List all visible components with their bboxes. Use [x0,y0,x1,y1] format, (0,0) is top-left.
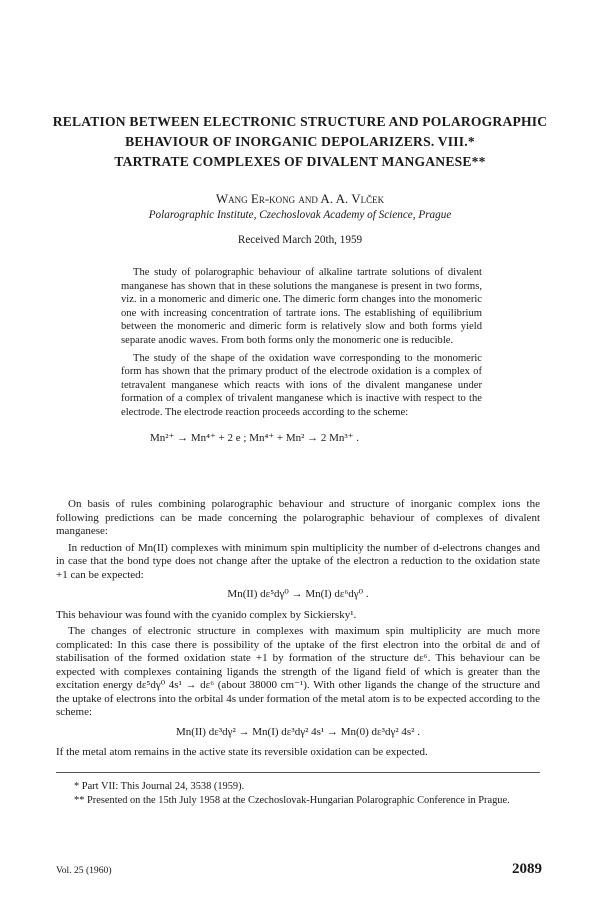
body-paragraph-2: In reduction of Mn(II) complexes with minimum spin multiplicity the number of d-electrons changes and in case that the bond type does not change after the uptake of the electron a reduction to the oxidation state +1 can be expected: [56,541,540,581]
footnote-2: ** Presented on the 15th July 1958 at the Czechoslovak-Hungarian Polarographic Conference in Prague. [74,795,510,807]
article-title [40,112,560,172]
body-paragraph-3: This behaviour was found with the cyanido complex by Sickiersky¹. [56,608,357,621]
received-date: Received March 20th, 1959 [237,234,363,246]
title-line-2: BEHAVIOUR OF INORGANIC DEPOLARIZERS. VIII.* [125,134,475,149]
main-text [56,498,540,763]
body-paragraph-5: If the metal atom remains in the active state its reversible oxidation can be expected. [56,746,428,758]
author-names: Wang Er-kong and A. A. Vlček [215,191,385,206]
title-line-1: RELATION BETWEEN ELECTRONIC STRUCTURE AND POLAROGRAPHIC [52,114,548,129]
footnote-1: * Part VII: This Journal 24, 3538 (1959). [74,781,245,792]
body-paragraph-1: On basis of rules combining polarographic behaviour and structure of inorganic complex ions the following predictions can be made concerning the polarographic behaviour of complexes of divalent manganese: [56,498,540,537]
equation-2: Mn(II) dε³dγ² → Mn(I) dε³dγ² 4s¹ → Mn(0) dε³dγ² 4s² . [176,725,420,738]
title-line-3: TARTRATE COMPLEXES OF DIVALENT MANGANESE** [114,154,486,169]
authors [40,191,560,207]
body-paragraph-4: The changes of electronic structure in complexes with maximum spin multiplicity are much more complicated: In this case there is possibility of the uptake of the first electron into the orbital dε and of stabilisation of the formed oxidation state +1 by formation of the structure dε⁶. This behaviour can be expected with complexes containing ligands the strength of the ligand field of which is greater than the excitation energy dε⁵dγ⁰ 4s¹ → dε⁶ (about 38000 cm⁻¹). With other ligands the change of the structure and the uptake of electrons into the orbital 4s under formation of the metal atom is to be expected according to the scheme: [56,625,540,718]
volume-info: Vol. 25 (1960) [56,865,112,876]
page-number: 2089 [512,861,542,877]
footnote-divider [56,772,540,773]
abstract-paragraph-1: The study of polarographic behaviour of alkaline tartrate solutions of divalent manganese has shown that in these solutions the manganese is present in two forms, viz. in a monomeric and dimeric one. The dimeric form changes into the monomeric one with increasing concentration of tartrate ions. The establishing of equilibrium between the monomeric and dimeric form is relatively slow and both forms yield separate anodic waves. From both forms only the monomeric one is reducible. [121,267,482,346]
reaction-scheme: Mn²⁺ → Mn⁴⁺ + 2 e ; Mn⁴⁺ + Mn² → 2 Mn³⁺ . [150,432,360,444]
abstract [121,266,482,424]
abstract-paragraph-2: The study of the shape of the oxidation wave corresponding to the monomeric form has shown that the primary product of the electrode oxidation is a complex of tetravalent manganese which reacts with ions of the divalent manganese under formation of a complex of trivalent manganese which is inactive with respect to the electrode. The electrode reaction proceeds according to the scheme: [121,352,482,418]
equation-1: Mn(II) dε⁵dγ⁰ → Mn(I) dε⁶dγ⁰ . [227,588,369,600]
affiliation: Polarographic Institute, Czechoslovak Academy of Science, Prague [148,209,452,221]
footnotes [56,780,540,809]
